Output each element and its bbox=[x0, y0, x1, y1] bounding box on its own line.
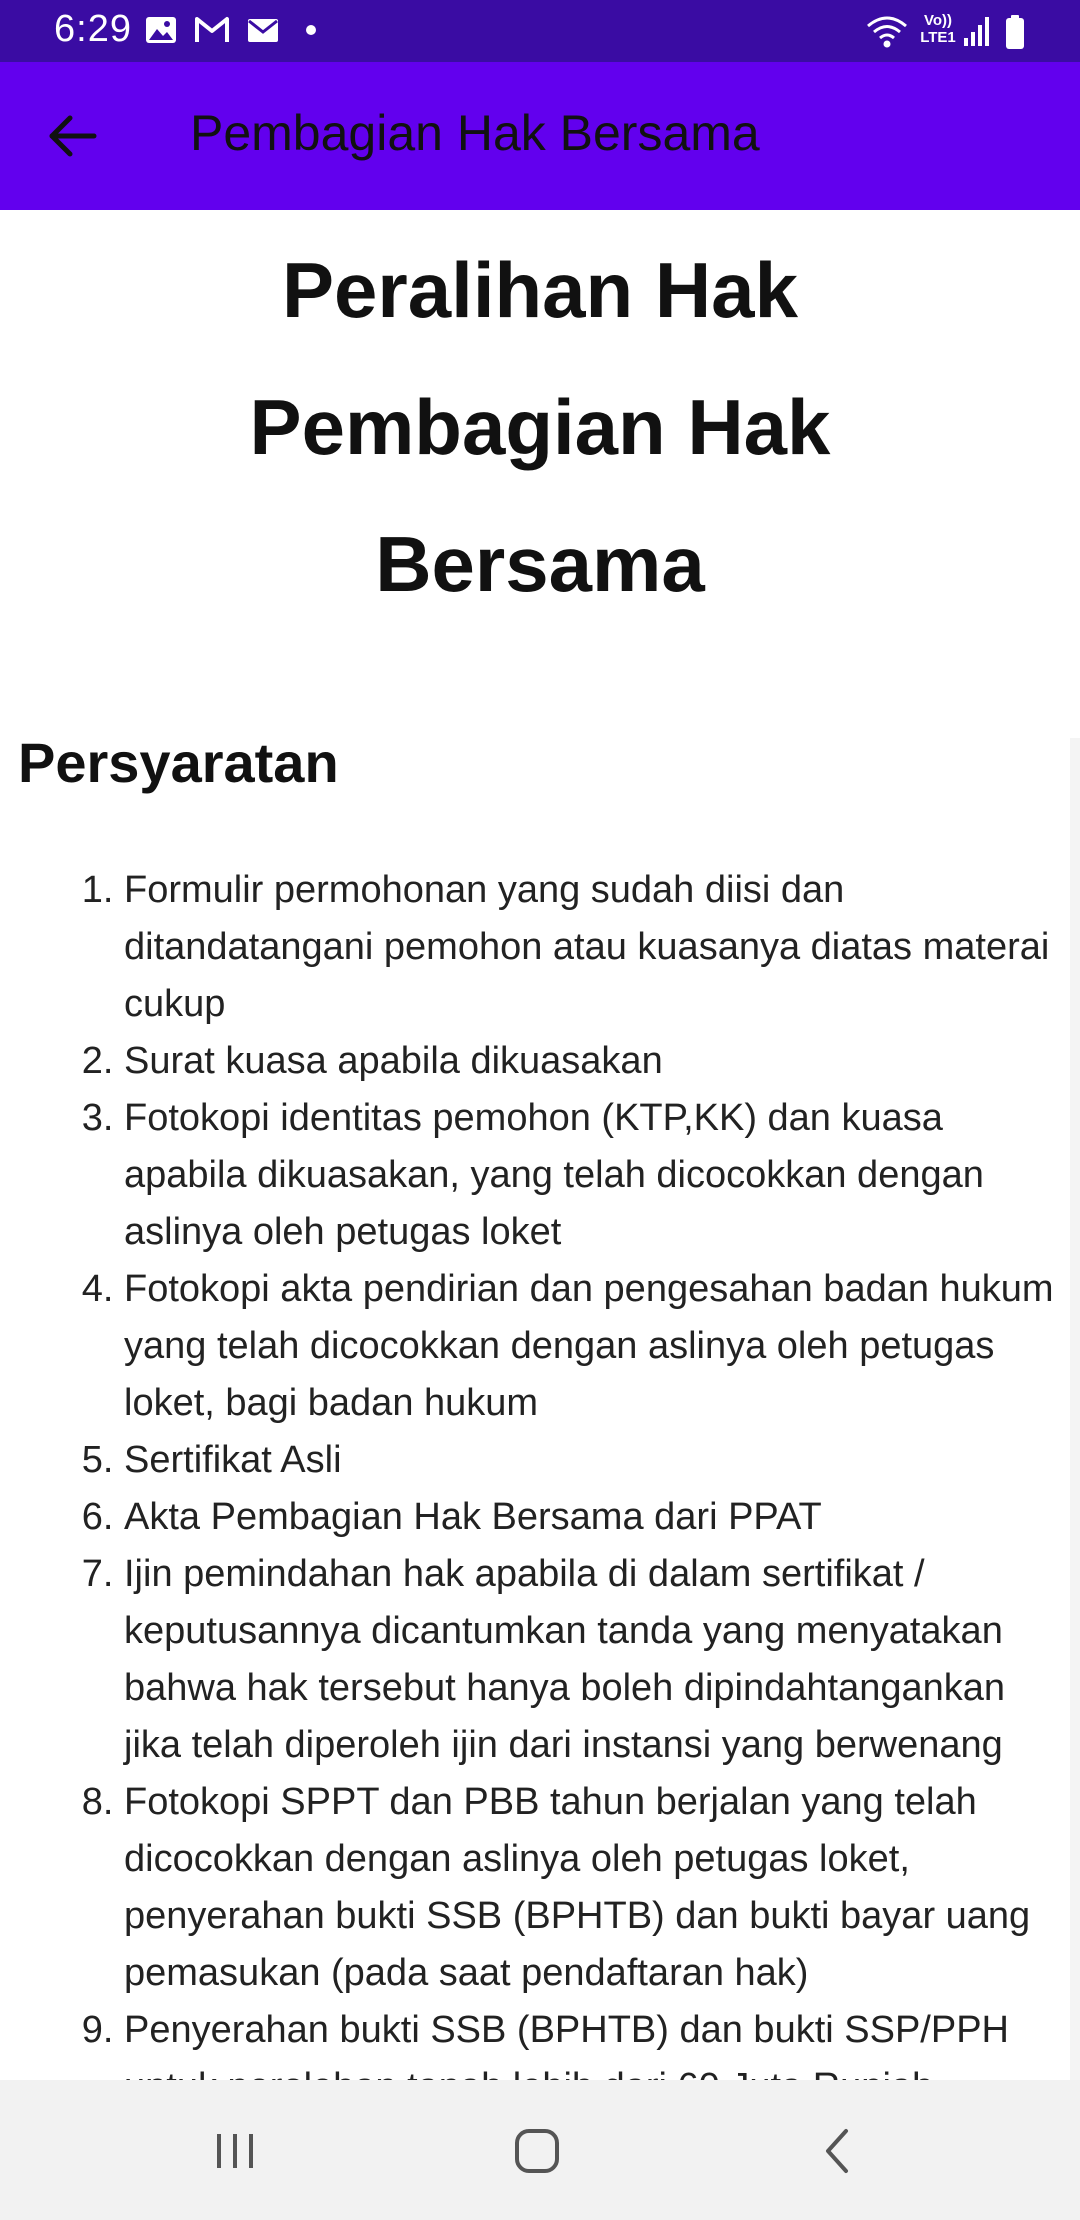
list-item: 4. Fotokopi akta pendirian dan pengesahan badan hukum yang telah dicocokkan dengan aslinya oleh petugas loket, bagi badan hukum bbox=[124, 1261, 1062, 1432]
list-item: 1. Formulir permohonan yang sudah diisi dan ditandatangani pemohon atau kuasanya diatas materai cukup bbox=[124, 862, 1062, 1033]
page-title-line: Peralihan Hak bbox=[282, 246, 798, 334]
page-title-line: Pembagian Hak bbox=[249, 383, 831, 471]
status-bar bbox=[0, 0, 1080, 62]
requirements-list bbox=[0, 862, 1062, 2116]
gmail-icon bbox=[194, 14, 230, 46]
app-bar bbox=[0, 62, 1080, 210]
section-heading-persyaratan: Persyaratan bbox=[18, 731, 339, 794]
dot-icon bbox=[303, 14, 319, 46]
image-icon bbox=[144, 14, 178, 46]
wifi-icon bbox=[866, 14, 908, 50]
system-nav-bar bbox=[0, 2080, 1080, 2220]
app-bar-title: Pembagian Hak Bersama bbox=[190, 105, 760, 161]
list-item: 3. Fotokopi identitas pemohon (KTP,KK) dan kuasa apabila dikuasakan, yang telah dicocokkan dengan aslinya oleh petugas loket bbox=[124, 1090, 1062, 1261]
battery-icon bbox=[1004, 14, 1026, 50]
list-item: 7. Ijin pemindahan hak apabila di dalam sertifikat / keputusannya dicantumkan tanda yang menyatakan bahwa hak tersebut hanya boleh dipindahtangankan jika telah diperoleh ijin dari instansi yang berwenang bbox=[124, 1546, 1062, 1774]
content-scroll-view[interactable] bbox=[0, 210, 1080, 2080]
home-icon[interactable] bbox=[492, 2116, 582, 2186]
status-time: 6:29 bbox=[54, 8, 132, 50]
back-nav-icon[interactable] bbox=[794, 2116, 884, 2186]
email-icon bbox=[246, 14, 280, 46]
list-item: 5. Sertifikat Asli bbox=[124, 1432, 1062, 1489]
back-arrow-icon[interactable] bbox=[28, 96, 118, 176]
page-title-line: Bersama bbox=[375, 520, 705, 608]
list-item: 9. Penyerahan bukti SSB (BPHTB) dan bukti SSP/PPH bbox=[124, 2002, 1062, 2116]
signal-icon bbox=[962, 14, 992, 48]
recent-apps-icon[interactable] bbox=[190, 2116, 280, 2186]
volte-icon: Vo)) LTE1 bbox=[920, 12, 956, 46]
list-item: 2. Surat kuasa apabila dikuasakan bbox=[124, 1033, 1062, 1090]
page-title bbox=[0, 222, 1080, 633]
scrollbar[interactable] bbox=[1070, 738, 1080, 2080]
list-item: 6. Akta Pembagian Hak Bersama dari PPAT bbox=[124, 1489, 1062, 1546]
list-item: 8. Fotokopi SPPT dan PBB tahun berjalan yang telah dicocokkan dengan aslinya oleh petugas loket, penyerahan bukti SSB (BPHTB) dan bukti bayar uang pemasukan (pada saat pendaftaran hak) bbox=[124, 1774, 1062, 2002]
